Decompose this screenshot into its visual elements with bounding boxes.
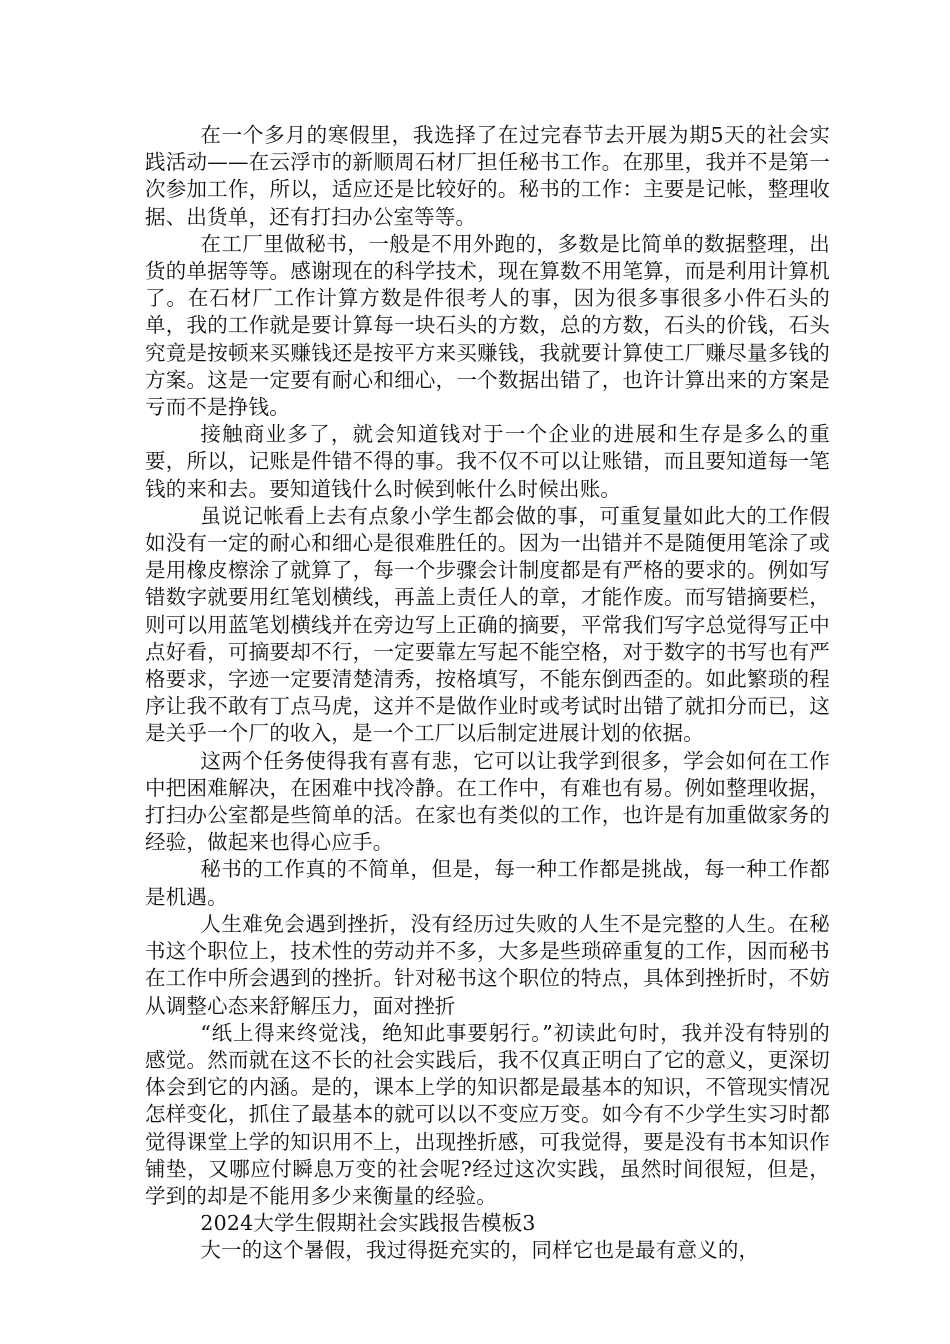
paragraph-9: 大一的这个暑假，我过得挺充实的，同样它也是最有意义的， [200, 1238, 760, 1263]
section-heading: 2024大学生假期社会实践报告模板3 [200, 1211, 536, 1236]
paragraph-5: 这两个任务使得我有喜有悲，它可以让我学到很多，学会如何在工作中把困难解决，在困难中找冷静。在工作中，有难也有易。例如整理收据，打扫办公室都是些简单的活。在家也有类似的工作，也许是有加重做家务的经验，做起来也得心应手。 [145, 748, 830, 855]
paragraph-3: 接触商业多了，就会知道钱对于一个企业的进展和生存是多么的重要，所以，记账是件错不得的事。我不仅不可以让账错，而且要知道每一笔钱的来和去。要知道钱什么时候到帐什么时候出账。 [145, 422, 830, 501]
paragraph-2: 在工厂里做秘书，一般是不用外跑的，多数是比简单的数据整理，出货的单据等等。感谢现在的科学技术，现在算数不用笔算，而是利用计算机了。在石材厂工作计算方数是件很考人的事，因为很多事很多小件石头的单，我的工作就是要计算每一块石头的方数，总的方数，石头的价钱，石头究竟是按顿来买赚钱还是按平方来买赚钱，我就要计算使工厂赚尽量多钱的方案。这是一定要有耐心和细心，一个数据出错了，也许计算出来的方案是亏而不是挣钱。 [145, 231, 830, 420]
document-page [145, 122, 830, 1265]
paragraph-7: 人生难免会遇到挫折，没有经历过失败的人生不是完整的人生。在秘书这个职位上，技术性的劳动并不多，大多是些琐碎重复的工作，因而秘书在工作中所会遇到的挫折。针对秘书这个职位的特点，具体到挫折时，不妨从调整心态来舒解压力，面对挫折 [145, 911, 830, 1018]
paragraph-1: 在一个多月的寒假里，我选择了在过完春节去开展为期5天的社会实践活动——在云浮市的新顺周石材厂担任秘书工作。在那里，我并不是第一次参加工作，所以，适应还是比较好的。秘书的工作：主要是记帐，整理收据、出货单，还有打扫办公室等等。 [145, 123, 830, 229]
paragraph-4: 虽说记帐看上去有点象小学生都会做的事，可重复量如此大的工作假如没有一定的耐心和细心是很难胜任的。因为一出错并不是随便用笔涂了或是用橡皮檫涂了就算了，每一个步骤会计制度都是有严格的要求的。例如写错数字就要用红笔划横线，再盖上责任人的章，才能作废。而写错摘要栏，则可以用蓝笔划横线并在旁边写上正确的摘要，平常我们写字总觉得写正中点好看，可摘要却不行，一定要靠左写起不能空格，对于数字的书写也有严格要求，字迹一定要清楚清秀，按格填写，不能东倒西歪的。如此繁琐的程序让我不敢有丁点马虎，这并不是做作业时或考试时出错了就扣分而已，这是关乎一个厂的收入，是一个工厂以后制定进展计划的依据。 [145, 503, 830, 746]
paragraph-8: “纸上得来终觉浅，绝知此事要躬行。”初读此句时，我并没有特别的感觉。然而就在这不长的社会实践后，我不仅真正明白了它的意义，更深切体会到它的内涵。是的，课本上学的知识都是最基本的知识，不管现实情况怎样变化，抓住了最基本的就可以以不变应万变。如今有不少学生实习时都觉得课堂上学的知识用不上，出现挫折感，可我觉得，要是没有书本知识作铺垫，又哪应付瞬息万变的社会呢?经过这次实践，虽然时间很短，但是，学到的却是不能用多少来衡量的经验。 [145, 1020, 830, 1208]
paragraph-6: 秘书的工作真的不简单，但是，每一种工作都是挑战，每一种工作都是机遇。 [145, 857, 830, 909]
